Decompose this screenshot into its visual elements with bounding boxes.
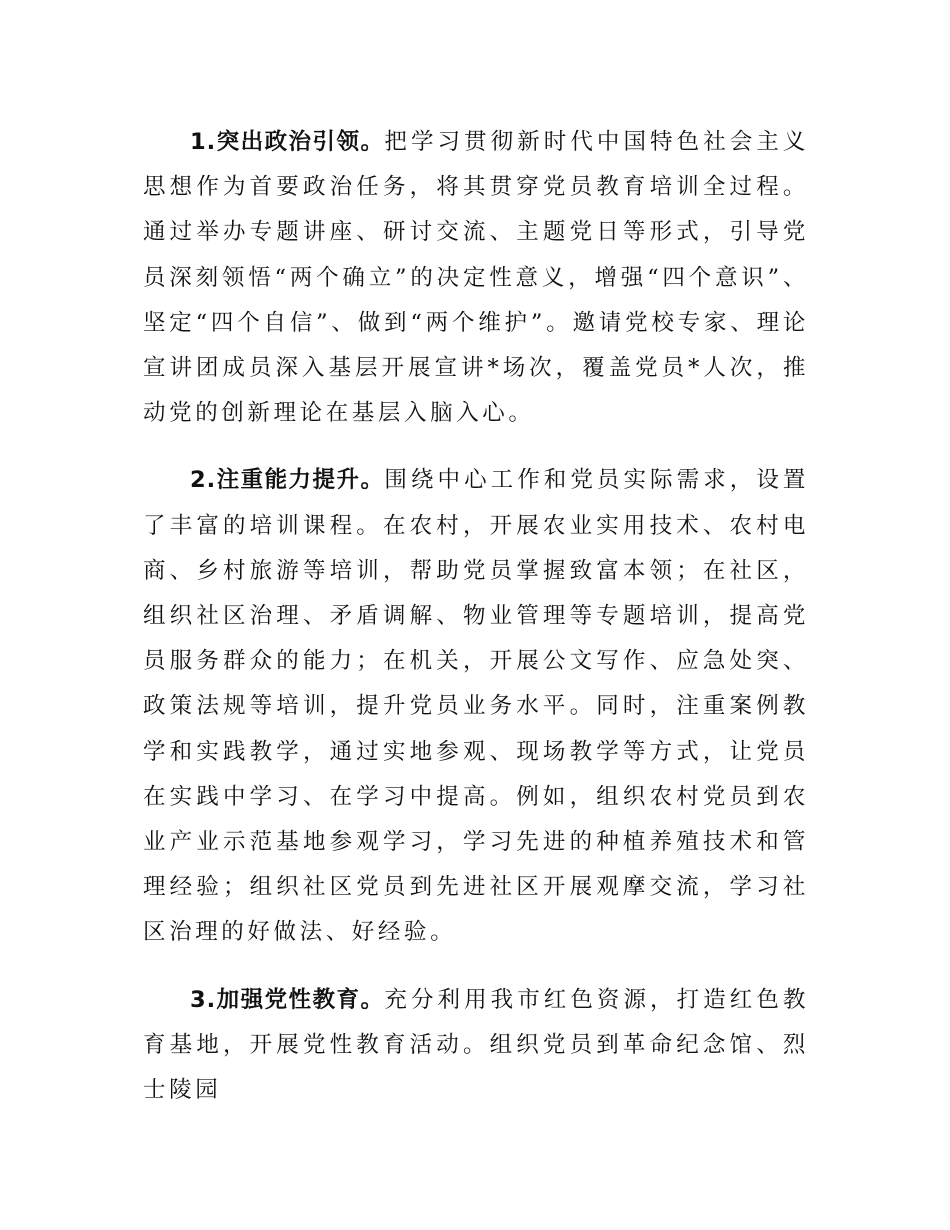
paragraph-1-body: 把学习贯彻新时代中国特色社会主义思想作为首要政治任务，将其贯穿党员教育培训全过程。通过举办专题讲座、研讨交流、主题党日等形式，引导党员深刻领悟“两个确立”的决定性意义，增强“四个意识”、坚定“四个自信”、做到“两个维护”。邀请党校专家、理论宣讲团成员深入基层开展宣讲*场次，覆盖党员*人次，推动党的创新理论在基层入脑入心。	[143, 129, 809, 427]
paragraph-1-heading: 1.突出政治引领。	[190, 129, 385, 155]
paragraph-3-body: 充分利用我市红色资源，打造红色教育基地，开展党性教育活动。组织党员到革命纪念馆、烈士陵园	[143, 986, 809, 1104]
paragraph-2-heading: 2.注重能力提升。	[190, 467, 385, 494]
paragraph-1	[143, 120, 809, 436]
paragraph-2-body: 围绕中心工作和党员实际需求，设置了丰富的培训课程。在农村，开展农业实用技术、农村电商、乡村旅游等培训，帮助党员掌握致富本领；在社区，组织社区治理、矛盾调解、物业管理等专题培训，提高党员服务群众的能力；在机关，开展公文写作、应急处突、政策法规等培训，提升党员业务水平。同时，注重案例教学和实践教学，通过实地参观、现场教学等方式，让党员在实践中学习、在学习中提高。例如，组织农村党员到农业产业示范基地参观学习，学习先进的种植养殖技术和管理经验；组织社区党员到先进社区开展观摩交流，学习社区治理的好做法、好经验。	[143, 467, 809, 946]
paragraph-2	[143, 458, 809, 955]
paragraph-3-heading: 3.加强党性教育。	[190, 986, 385, 1013]
document-page	[143, 120, 809, 1135]
paragraph-3	[143, 978, 809, 1114]
